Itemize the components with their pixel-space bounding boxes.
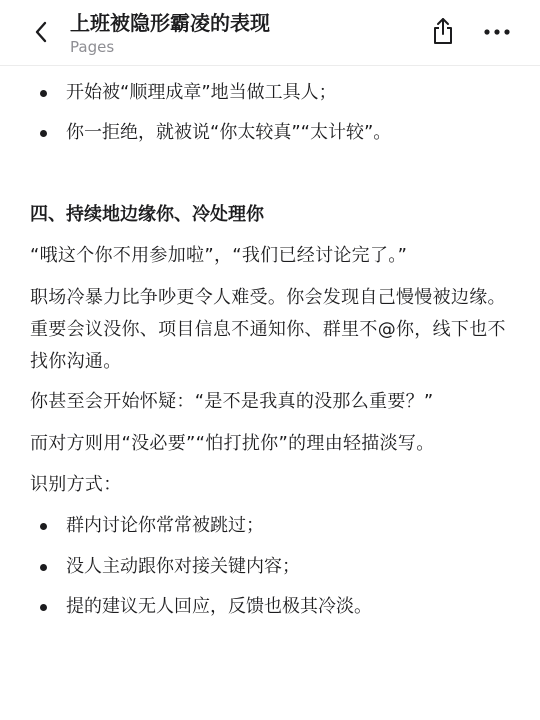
- paragraph: 你甚至会开始怀疑：“是不是我真的没那么重要？”: [30, 391, 434, 412]
- share-button[interactable]: [428, 14, 458, 48]
- paragraph: “哦这个你不用参加啦”，“我们已经讨论完了。”: [30, 245, 408, 266]
- more-button[interactable]: [482, 18, 512, 46]
- list-item: 开始被“顺理成章”地当做工具人；: [40, 80, 337, 106]
- list-item: 群内讨论你常常被跳过；: [40, 513, 264, 539]
- back-button[interactable]: [26, 16, 56, 48]
- section-heading: 四、持续地边缘你、冷处理你: [30, 204, 264, 225]
- list-item: 你一拒绝，就被说“你太较真”“太计较”。: [40, 120, 391, 146]
- document-title: 上班被隐形霸凌的表现: [70, 11, 270, 35]
- paragraph: 识别方式：: [30, 474, 122, 495]
- share-icon: [431, 16, 455, 46]
- list-item: 提的建议无人回应，反馈也极其冷淡。: [40, 594, 372, 620]
- paragraph: 职场冷暴力比争吵更令人难受。你会发现自己慢慢被边缘。重要会议没你、项目信息不通知你、群里不@你，线下也不找你沟通。: [30, 287, 506, 372]
- more-dots-icon: [484, 28, 510, 36]
- nav-header: [0, 0, 540, 66]
- chevron-left-icon: [33, 20, 49, 44]
- list-item: 没人主动跟你对接关键内容；: [40, 554, 300, 580]
- document-app-label: Pages: [70, 38, 115, 56]
- paragraph: 而对方则用“没必要”“怕打扰你”的理由轻描淡写。: [30, 433, 435, 454]
- title-block: [70, 9, 270, 57]
